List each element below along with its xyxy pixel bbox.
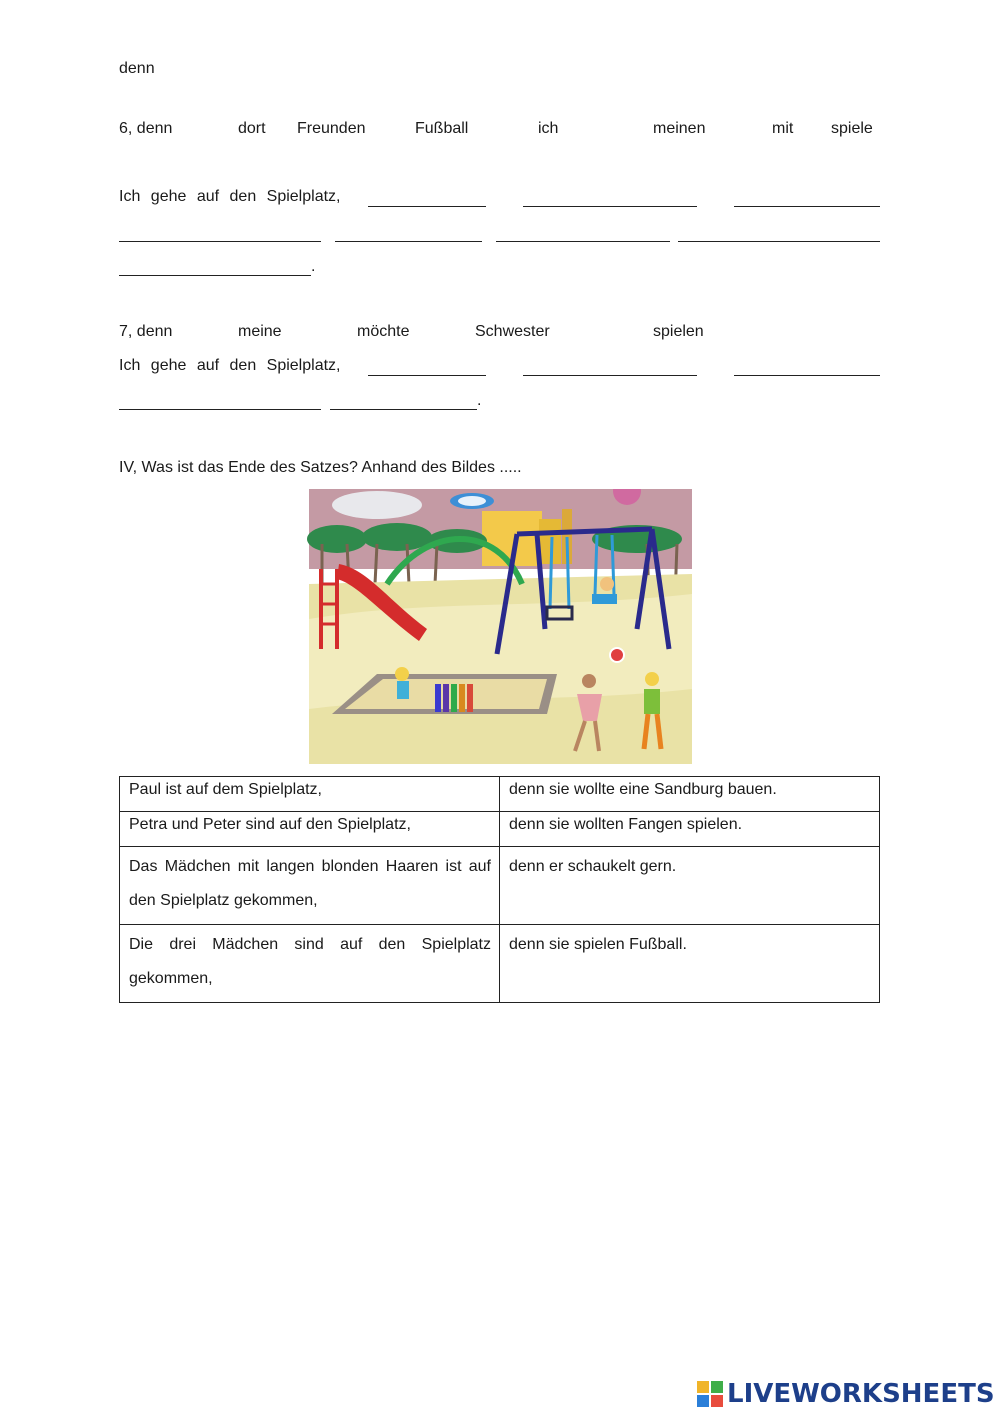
table-row <box>120 925 880 1003</box>
table-cell-left: Paul ist auf dem Spielplatz, <box>120 777 500 812</box>
ex6-word: meinen <box>653 120 706 137</box>
ball <box>610 648 624 662</box>
ex6-blank-7[interactable] <box>678 240 880 242</box>
ex7-blank-3[interactable] <box>734 374 880 376</box>
ex6-blank-3[interactable] <box>734 205 880 207</box>
ex6-word: dort <box>238 120 266 137</box>
ex7-word-row <box>119 323 881 345</box>
ex7-period: . <box>477 392 482 409</box>
ex6-word: mit <box>772 120 794 137</box>
table-cell-left: Die drei Mädchen sind auf den Spielplatz gekommen, <box>120 925 500 1003</box>
ex6-blank-2[interactable] <box>523 205 697 207</box>
logo-text: LIVEWORKSHEETS <box>727 1379 995 1409</box>
ex6-blank-8[interactable] <box>119 274 311 276</box>
ex7-word: meine <box>238 323 282 340</box>
ex6-period: . <box>311 258 316 275</box>
liveworksheets-logo[interactable] <box>697 1378 995 1410</box>
ex7-sentence-start: Ich gehe auf den Spielplatz, <box>119 357 341 374</box>
ex6-word: Fußball <box>415 120 469 137</box>
ex6-blank-4[interactable] <box>119 240 321 242</box>
ex6-sentence-start: Ich gehe auf den Spielplatz, <box>119 188 341 205</box>
table-cell-right[interactable]: denn sie wollte eine Sandburg bauen. <box>500 777 880 812</box>
ex6-word: 6, denn <box>119 120 173 137</box>
liveworksheets-logo-icon <box>697 1381 723 1407</box>
ex7-blank-1[interactable] <box>368 374 486 376</box>
ex6-blank-1[interactable] <box>368 205 486 207</box>
ex6-word-row <box>119 120 881 142</box>
table-row <box>120 812 880 847</box>
ex7-word: Schwester <box>475 323 550 340</box>
ex7-word: möchte <box>357 323 410 340</box>
ex7-word: 7, denn <box>119 323 173 340</box>
top-word: denn <box>119 60 155 77</box>
table-row <box>120 777 880 812</box>
table-cell-right[interactable]: denn sie spielen Fußball. <box>500 925 880 1003</box>
ex7-blank-5[interactable] <box>330 408 477 410</box>
ex7-word: spielen <box>653 323 704 340</box>
playground-illustration <box>307 489 694 764</box>
table-cell-left: Das Mädchen mit langen blonden Haaren ist auf den Spielplatz gekommen, <box>120 847 500 925</box>
ex6-blank-6[interactable] <box>496 240 670 242</box>
ex6-word: spiele <box>831 120 873 137</box>
table-cell-left: Petra und Peter sind auf den Spielplatz, <box>120 812 500 847</box>
ex6-word: Freunden <box>297 120 366 137</box>
ex7-blank-4[interactable] <box>119 408 321 410</box>
table-cell-right[interactable]: denn er schaukelt gern. <box>500 847 880 925</box>
ex6-word: ich <box>538 120 559 137</box>
section-4-heading: IV, Was ist das Ende des Satzes? Anhand des Bildes ..... <box>119 459 522 476</box>
matching-table <box>119 776 880 1003</box>
table-cell-right[interactable]: denn sie wollten Fangen spielen. <box>500 812 880 847</box>
ex6-blank-5[interactable] <box>335 240 482 242</box>
cloud-left <box>332 491 422 519</box>
ex7-blank-2[interactable] <box>523 374 697 376</box>
table-row <box>120 847 880 925</box>
